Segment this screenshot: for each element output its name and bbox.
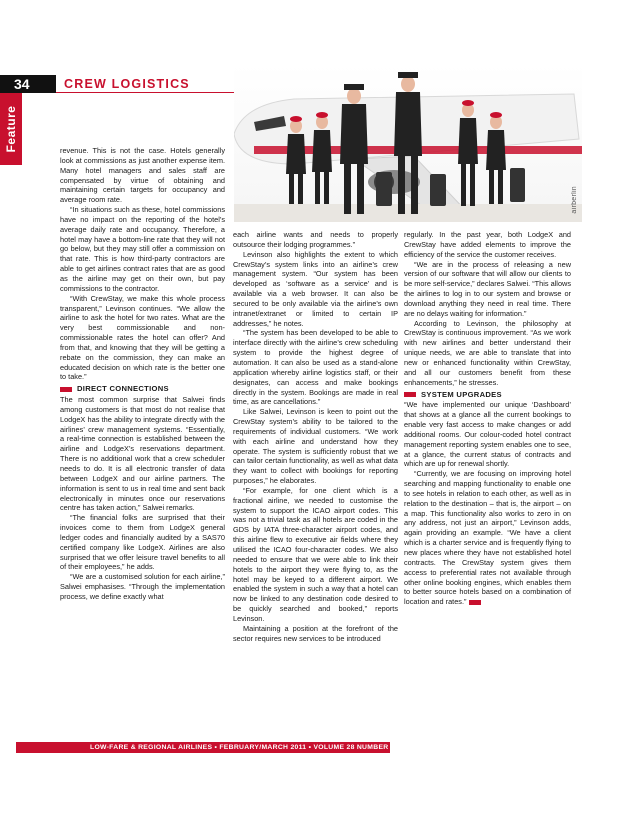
paragraph: “In situations such as these, hotel commissions have no impact on the reporting of the hotel’s average daily rate and occupancy. Therefore, a hotel may have a bottom-line rate that they will not go below, but they may still offer a commission on that rate. This is how third-party contractors are able to get airlines contract rates that are as good as the airline may get on their own, but pay commissions to the contractor.: [60, 205, 225, 293]
end-of-article-icon: [469, 600, 481, 605]
section-heading: [404, 390, 571, 400]
paragraph: each airline wants and needs to properly outsource their lodging programmes.”: [233, 230, 398, 249]
paragraph: “With CrewStay, we make this whole process transparent,” Levinson continues. “We allow the airline to ask the hotel for two rates. What are the very best commissionable and non-commissionable rates the hotel can offer? And from that, and knowing that they will be getting a rebate on the commission, they can make an educated decision on which rate is the better one to take.”: [60, 293, 225, 382]
heading-text: SYSTEM UPGRADES: [421, 389, 502, 399]
column-1: [60, 146, 225, 602]
column-2: [233, 230, 398, 643]
column-3: [404, 230, 571, 607]
paragraph: “For example, for one client which is a fractional airline, we needed to customise the system to support the ICAO airport codes. This was not a trivial task as all hotels are coded in the GDS by IATA three-character airport codes, and this airline flew to executive air fields where they utilised the ICAO four-character codes. We also needed to ensure that we were able to link their hotels to the airport they were flying to, as the hotel may be keyed to a different airport. We enabled the system in such a way that a hotel can now be linked to any destination code desired to be quickly searched and booked,” reports Levinson.: [233, 485, 398, 623]
section-heading: [60, 384, 225, 394]
heading-marker-icon: [404, 392, 416, 397]
heading-marker-icon: [60, 387, 72, 392]
feature-tab-label: Feature: [4, 105, 18, 153]
paragraph: “The financial folks are surprised that their invoices come to them from LodgeX general ledger codes and financially audited by a SAS70 certified company like LodgeX. Airlines are also surprised that we offer leisure travel benefits to all of their employees,” he adds.: [60, 513, 225, 572]
paragraph-text: “Currently, we are focusing on improving hotel searching and mapping functionality to enable one to see hotels in relation to each other, as well as in relation to the destination – that is, the airport – on a map. This functionality also works to zero in on any address, not just an airport,” Levinson adds, again providing an example. “We have a client which is a charter service and is frequently flying to new places where they have not established hotel contracts. The CrewStay system gives them access to preferential rates not available through other online booking engines, which enables them to better source hotels based on a combination of location and rates.”: [404, 469, 571, 607]
feature-tab: [0, 93, 22, 165]
paragraph: Like Salwei, Levinson is keen to point out the CrewStay system’s ability to be tailored to the requirements of individual customers. “We work with each airline and understand how they operate. The system is sufficiently robust that we can tailor certain functionality, as well as what data they want to collect with bookings for reporting purposes,” he elaborates.: [233, 407, 398, 486]
section-title: CREW LOGISTICS: [64, 77, 190, 91]
photo-credit: airberlin: [571, 186, 578, 214]
page-number: 34: [0, 75, 56, 93]
paragraph: The most common surprise that Salwei finds among customers is that most do not realise that LodgeX has the ability to integrate directly with the airlines’ crew management systems. “Essentially, a real-time connection is established between the airline and LodgeX’s reservations department. There is no additional work that a crew scheduler needs to do. It is all electronic transfer of data between LodgeX and our airline partners. The information is sent to us in real time and sent back electronically in minutes once our reservations centre has taken action,” Salwei remarks.: [60, 395, 225, 513]
paragraph: Maintaining a position at the forefront of the sector requires new services to be introduced: [233, 623, 398, 643]
crew-illustration: [234, 64, 582, 222]
footer-bar: LOW-FARE & REGIONAL AIRLINES • FEBRUARY/MARCH 2011 • VOLUME 28 NUMBER 1: [16, 742, 390, 753]
paragraph: [404, 469, 571, 607]
crew-photo: [234, 64, 582, 222]
paragraph: “We are in the process of releasing a new version of our software that will allow our clients to be more self-service,” declares Salwei. “This allows the airlines to log in to our system and browse or download anything they need in real time. There are no delays waiting for information.”: [404, 259, 571, 318]
paragraph: Levinson also highlights the extent to which CrewStay’s system links into an airline’s crew management system. “Our system has been developed as ‘software as a service’ and is available via a web browser. It can also be secured to be only available via the airline’s own intranet/extranet or limited to certain IP addresses,” he notes.: [233, 249, 398, 328]
heading-text: DIRECT CONNECTIONS: [77, 384, 169, 394]
paragraph: “The system has been developed to be able to interface directly with the airline’s crew scheduling system to provide the highest degree of automation. It can also be used as a stand-alone application whereby airline logistics staff, or their designates, can access and make bookings directly in the system. Bookings are made in real time, as are cancellations.”: [233, 328, 398, 407]
paragraph: According to Levinson, the philosophy at CrewStay is continuous improvement. “As we work with new airlines and better understand their unique needs, we are able to translate that into new or enhanced functionality within CrewStay, and all our customers benefit from these enhancements,” he stresses.: [404, 318, 571, 387]
paragraph: “We are a customised solution for each airline,” Salwei emphasises. “Through the implementation process, we define exactly what: [60, 572, 225, 601]
paragraph: “We have implemented our unique ‘Dashboard’ that shows at a glance all the current bookings to enable very fast access to make changes or add additional rooms. Our colour-coded hotel contract management reporting system enables one to see, at a glance, the current status of contracts and which are up for renewal shortly.: [404, 400, 571, 469]
paragraph: regularly. In the past year, both LodgeX and CrewStay have added elements to improve the efficiency of the service the customer receives.: [404, 230, 571, 259]
paragraph: revenue. This is not the case. Hotels generally look at commissions as just another expense item. Many hotel managers and sales staff are compensated by virtue of obtaining and maintaining certain targets for occupancy and average room rate.: [60, 146, 225, 205]
